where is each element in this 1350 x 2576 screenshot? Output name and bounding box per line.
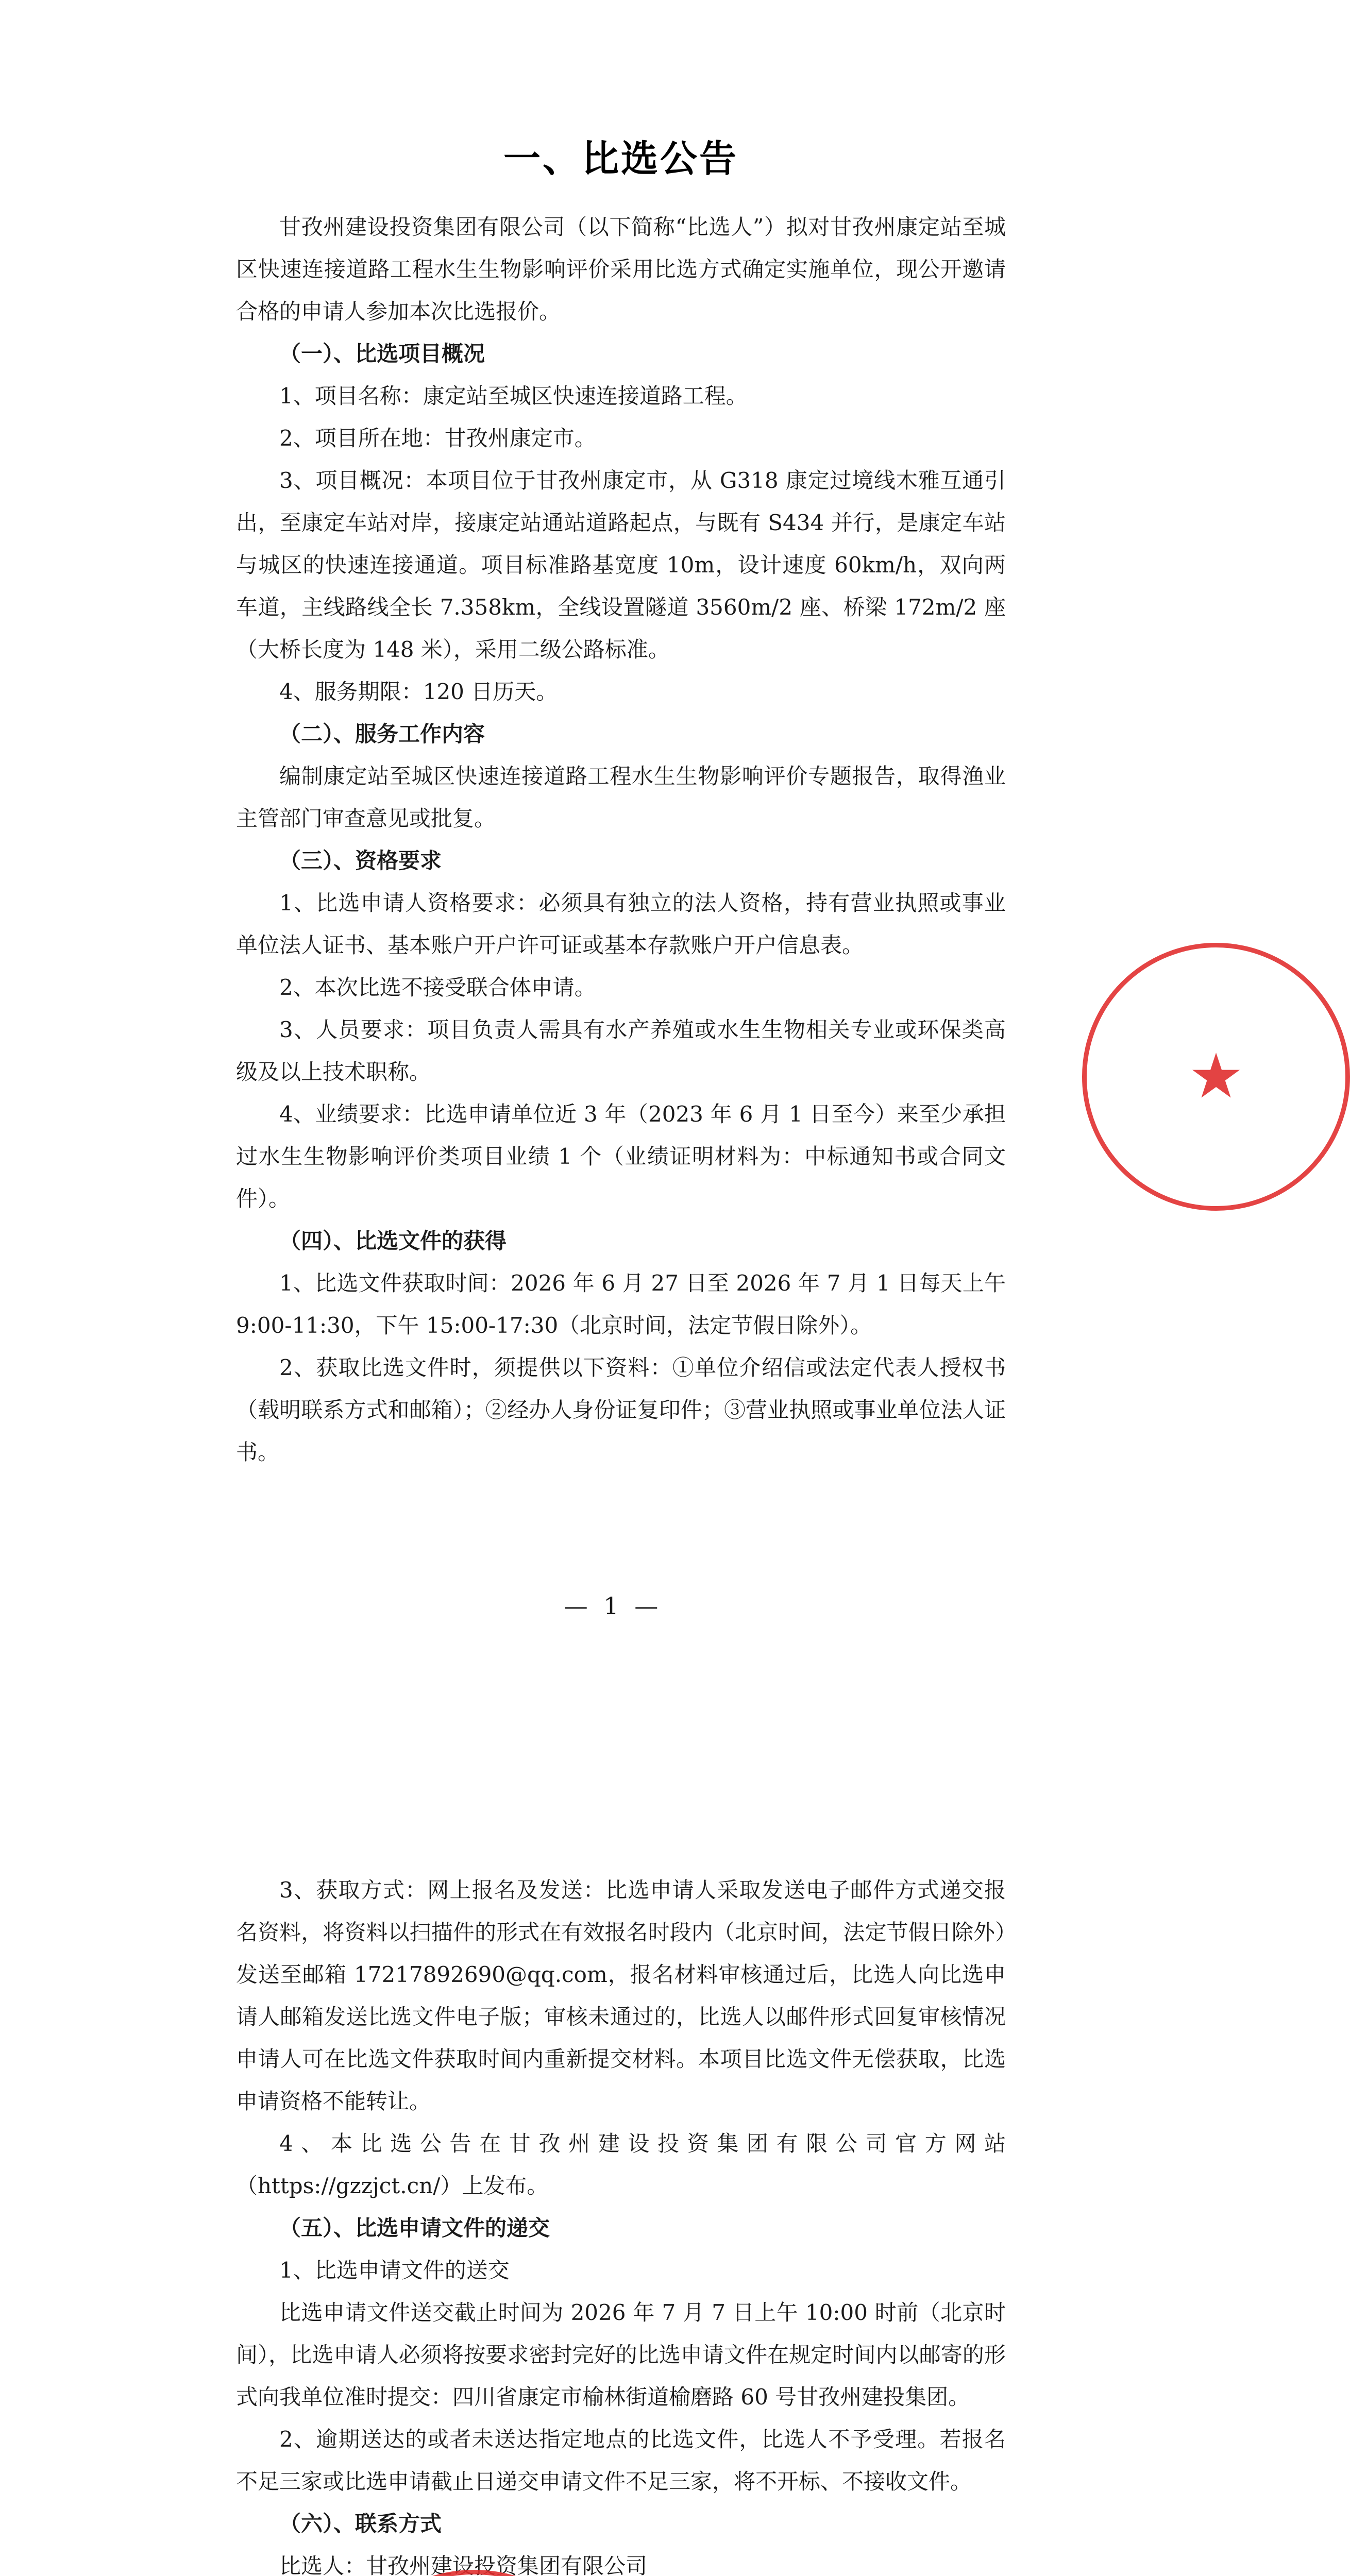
- section-1-heading: （一）、比选项目概况: [279, 341, 485, 366]
- company-seal: [1082, 943, 1350, 1211]
- seal-star-icon: ★: [1188, 1041, 1244, 1112]
- document-acquisition-time: 1、比选文件获取时间：2026 年 6 月 27 日至 2026 年 7 月 1 日每天上午 9:00-11:30，下午 15:00-17:30（北京时间，法定节假日除外）。: [236, 1270, 1006, 1338]
- section-4-heading: （四）、比选文件的获得: [279, 1228, 507, 1253]
- page-number-1: — 1 —: [564, 1592, 663, 1620]
- service-period: 4、服务期限：120 日历天。: [279, 679, 558, 704]
- personnel-requirement: 3、人员要求：项目负责人需具有水产养殖或水生生物相关专业或环保类高级及以上技术职称。: [236, 1017, 1006, 1084]
- section-2-heading: （二）、服务工作内容: [279, 721, 485, 747]
- qualification-requirement: 1、比选申请人资格要求：必须具有独立的法人资格，持有营业执照或事业单位法人证书、基本账户开户许可证或基本存款账户开户信息表。: [236, 890, 1006, 958]
- late-submission-note: 2、逾期送达的或者未送达指定地点的比选文件，比选人不予受理。若报名不足三家或比选申请截止日递交申请文件不足三家，将不开标、不接收文件。: [236, 2427, 1006, 2494]
- page-2: [0, 1735, 1226, 2576]
- no-consortium-note: 2、本次比选不接受联合体申请。: [279, 975, 596, 1000]
- intro-paragraph: 甘孜州建设投资集团有限公司（以下简称“比选人”）拟对甘孜州康定站至城区快速连接道路工程水生生物影响评价采用比选方式确定实施单位，现公开邀请合格的申请人参加本次比选报价。: [236, 214, 1006, 324]
- project-location: 2、项目所在地：甘孜州康定市。: [279, 426, 596, 451]
- publication-note: 4、本比选公告在甘孜州建设投资集团有限公司官方网站（https://gzzjct.cn/）上发布。: [236, 2131, 1006, 2198]
- required-materials: 2、获取比选文件时，须提供以下资料：①单位介绍信或法定代表人授权书（载明联系方式和邮箱）；②经办人身份证复印件；③营业执照或事业单位法人证书。: [236, 1355, 1006, 1465]
- submission-deadline: 比选申请文件送交截止时间为 2026 年 7 月 7 日上午 10:00 时前（北京时间），比选申请人必须将按要求密封完好的比选申请文件在规定时间内以邮寄的形式向我单位准时提交：四川省康定市榆林街道榆磨路 60 号甘孜州建投集团。: [236, 2300, 1006, 2410]
- performance-requirement: 4、业绩要求：比选申请单位近 3 年（2023 年 6 月 1 日至今）来至少承担过水生生物影响评价类项目业绩 1 个（业绩证明材料为：中标通知书或合同文件）。: [236, 1101, 1006, 1211]
- announcement-title: 一、比选公告: [503, 137, 738, 180]
- contact-organization: 比选人：甘孜州建设投资集团有限公司: [279, 2553, 648, 2576]
- section-6-heading: （六）、联系方式: [279, 2511, 442, 2536]
- submission-subheading: 1、比选申请文件的送交: [279, 2258, 510, 2283]
- service-content: 编制康定站至城区快速连接道路工程水生生物影响评价专题报告，取得渔业主管部门审查意见或批复。: [236, 764, 1006, 831]
- page-2-content: [236, 1869, 1006, 2576]
- project-name: 1、项目名称：康定站至城区快速连接道路工程。: [279, 383, 748, 409]
- section-3-heading: （三）、资格要求: [279, 848, 442, 873]
- page-1-content: [236, 129, 1006, 1473]
- project-overview: 3、项目概况：本项目位于甘孜州康定市，从 G318 康定过境线木雅互通引出，至康定车站对岸，接康定站通站道路起点，与既有 S434 并行，是康定车站与城区的快速连接通道。项目标准路基宽度 10m，设计速度 60km/h，双向两车道，主线路线全长 7.358km，全线设置隧道 3560m/2 座、桥梁 172m/2 座（大桥长度为 148 米），采用二级公路标准。: [236, 468, 1006, 662]
- acquisition-method: 3、获取方式：网上报名及发送：比选申请人采取发送电子邮件方式递交报名资料，将资料以扫描件的形式在有效报名时段内（北京时间，法定节假日除外）发送至邮箱 17217892690@qq.com，报名材料审核通过后，比选人向比选申请人邮箱发送比选文件电子版；审核未通过的，比选人以邮件形式回复审核情况申请人可在比选文件获取时间内重新提交材料。本项目比选文件无偿获取，比选申请资格不能转让。: [236, 1877, 1006, 2114]
- section-5-heading: （五）、比选申请文件的递交: [279, 2215, 550, 2241]
